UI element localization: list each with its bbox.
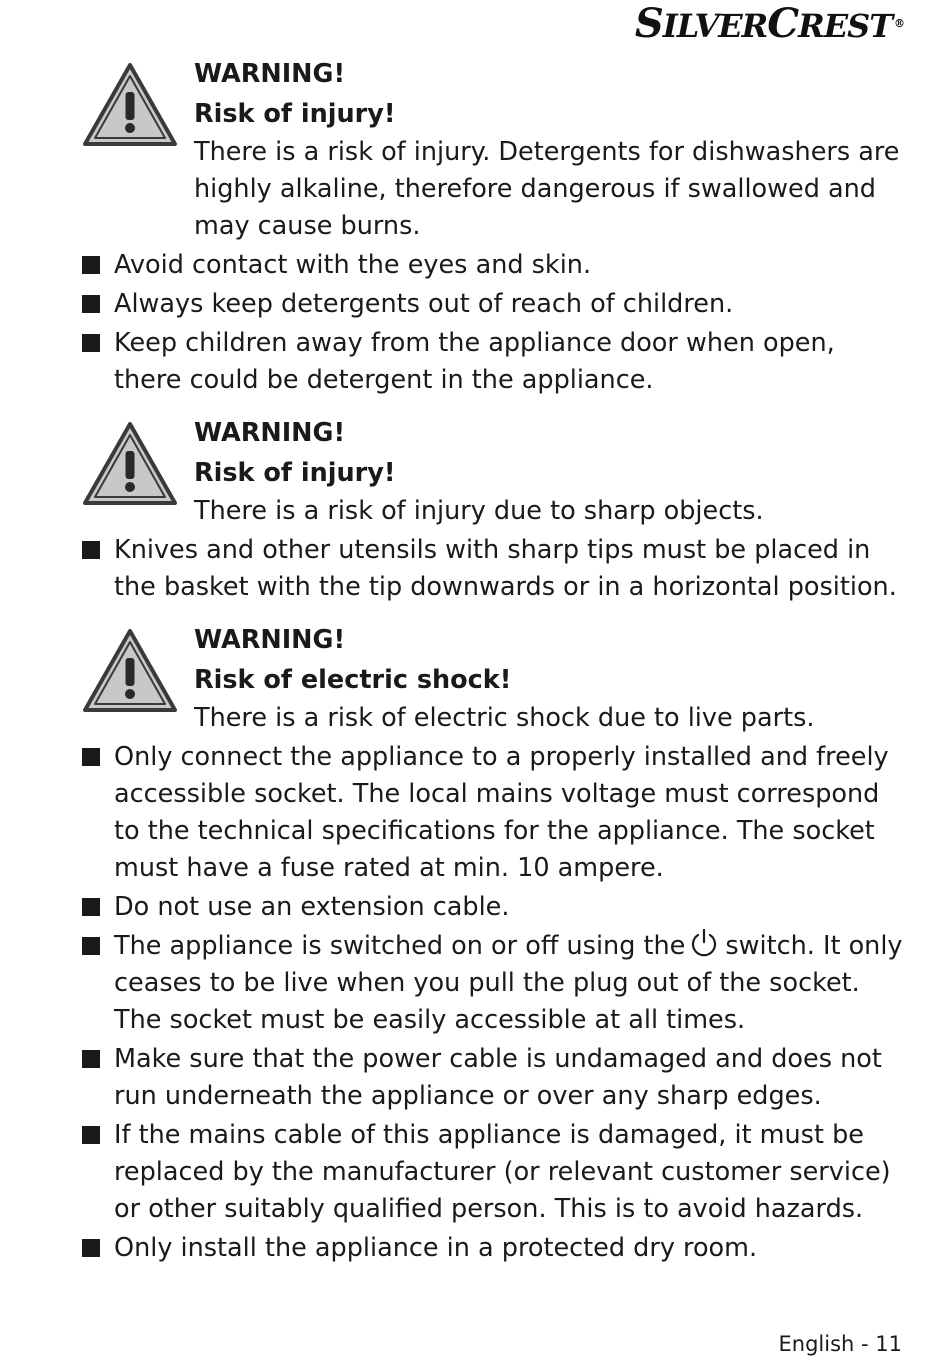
list-item: Only install the appliance in a protected dry room.	[82, 1230, 904, 1267]
square-bullet-icon	[82, 295, 100, 313]
square-bullet-icon	[82, 541, 100, 559]
square-bullet-icon	[82, 1050, 100, 1068]
list-item: Do not use an extension cable.	[82, 889, 904, 926]
square-bullet-icon	[82, 898, 100, 916]
warning-text: There is a risk of injury. Detergents for dishwashers are highly alkaline, therefore dangerous if swallowed and may cause burns.	[194, 137, 900, 241]
warning-block	[82, 413, 904, 530]
square-bullet-icon	[82, 256, 100, 274]
list-item: Avoid contact with the eyes and skin.	[82, 247, 904, 284]
square-bullet-icon	[82, 748, 100, 766]
list-item: Knives and other utensils with sharp tips must be placed in the basket with the tip downwards or in a horizontal position.	[82, 532, 904, 606]
warning-subtitle: Risk of injury!	[194, 458, 396, 488]
list-item: The appliance is switched on or off using the switch. It only ceases to be live when you pull the plug out of the socket. The socket must be easily accessible at all times.	[82, 928, 904, 1039]
warning-subtitle: Risk of injury!	[194, 99, 396, 129]
list-item: Make sure that the power cable is undamaged and does not run underneath the appliance or over any sharp edges.	[82, 1041, 904, 1115]
list-item: If the mains cable of this appliance is damaged, it must be replaced by the manufacturer (or relevant customer service) or other suitably qualified person. This is to avoid hazards.	[82, 1117, 904, 1228]
warning-triangle-icon	[82, 62, 178, 148]
warning-block	[82, 620, 904, 737]
page-content	[82, 54, 904, 1269]
warning-title: WARNING!	[194, 625, 346, 655]
warning-text: There is a risk of electric shock due to live parts.	[194, 703, 815, 733]
warning-text: There is a risk of injury due to sharp objects.	[194, 496, 764, 526]
list-item: Always keep detergents out of reach of children.	[82, 286, 904, 323]
power-switch-icon	[689, 928, 719, 958]
warning-title: WARNING!	[194, 59, 346, 89]
warning-block	[82, 54, 904, 245]
warning-triangle-icon	[82, 628, 178, 714]
list-item: Keep children away from the appliance door when open, there could be detergent in the appliance.	[82, 325, 904, 399]
warning-triangle-icon	[82, 421, 178, 507]
list-item: Only connect the appliance to a properly installed and freely accessible socket. The local mains voltage must correspond to the technical specifications for the appliance. The socket must have a fuse rated at min. 10 ampere.	[82, 739, 904, 887]
brand-logo: SILVERCREST ®	[634, 0, 904, 47]
page-footer: English - 11	[778, 1332, 902, 1356]
square-bullet-icon	[82, 1126, 100, 1144]
warning-title: WARNING!	[194, 418, 346, 448]
square-bullet-icon	[82, 334, 100, 352]
warning-subtitle: Risk of electric shock!	[194, 665, 512, 695]
square-bullet-icon	[82, 1239, 100, 1257]
square-bullet-icon	[82, 937, 100, 955]
